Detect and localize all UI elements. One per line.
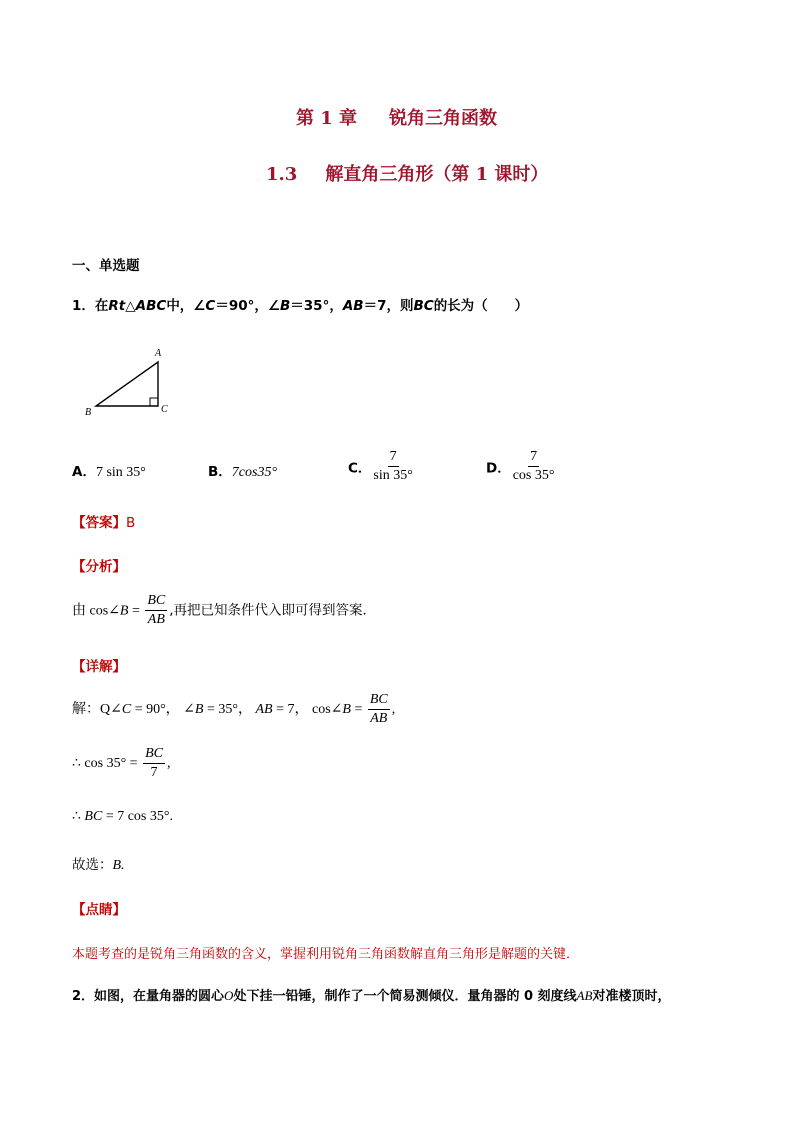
- chapter-title: [296, 104, 497, 130]
- q1-abc: ABC: [135, 298, 167, 314]
- vertex-a-label: A: [155, 348, 162, 359]
- option-d-denominator: cos 35°: [512, 467, 555, 483]
- answer-line: [72, 511, 135, 531]
- q2-ab: AB: [576, 988, 593, 1003]
- q1-triangle-symbol: △: [125, 298, 136, 314]
- detail2-fraction: [143, 747, 165, 780]
- option-a: [72, 460, 146, 481]
- q2-part-c: 对准楼顶时，: [592, 989, 671, 1004]
- detail1-b3: B: [342, 701, 351, 717]
- section-heading: 一、单选题: [72, 258, 140, 274]
- comment-tag: 【点睛】: [72, 902, 126, 918]
- analysis-text: [72, 594, 376, 627]
- detail3-tail: = 7 cos 35°.: [102, 809, 173, 824]
- option-c-label: C．: [348, 460, 372, 477]
- section-title: [266, 160, 548, 186]
- question-1-stem: [72, 294, 528, 314]
- analysis-numerator: BC: [145, 594, 167, 611]
- detail2-prefix: ∴ cos 35° =: [72, 755, 142, 771]
- detail1-b2: = 35°，: [203, 701, 256, 717]
- analysis-tail: ,再把已知条件代入即可得到答案．: [169, 602, 377, 619]
- option-c-denominator: sin 35°: [373, 467, 413, 483]
- detail-line-3: [72, 808, 173, 825]
- section-name: 解直角三角形（第 1 课时）: [325, 164, 549, 185]
- option-c-fraction: [373, 450, 412, 483]
- analysis-tag: 【分析】: [72, 559, 126, 575]
- detail1-numerator: BC: [368, 693, 390, 710]
- choose-value: B.: [112, 858, 125, 873]
- option-b-label: B．: [208, 464, 232, 480]
- detail1-eq: =: [350, 701, 366, 717]
- triangle-figure: [80, 340, 190, 420]
- detail1-c: C: [121, 701, 132, 717]
- option-d: [486, 450, 556, 483]
- detail2-numerator: BC: [143, 747, 165, 764]
- analysis-b: B: [119, 603, 129, 619]
- detail2-tail: ,: [166, 755, 171, 771]
- answer-value: B: [126, 515, 136, 531]
- q1-ab: AB: [342, 298, 364, 314]
- triangle-shape: [96, 362, 158, 406]
- detail1-tail: ,: [391, 701, 396, 717]
- detail1-ab: AB: [255, 701, 273, 717]
- section-number: 1.3: [266, 164, 298, 185]
- q1-ab-val: ＝7，则: [363, 298, 414, 314]
- detail3-bc: BC: [84, 809, 103, 824]
- q1-mid: 中，∠: [166, 298, 206, 314]
- q1-b: B: [279, 298, 291, 314]
- detail1-denominator: AB: [370, 710, 388, 726]
- q1-prefix: 1．在: [72, 298, 109, 314]
- detail-line-1: [72, 693, 395, 726]
- detail1-prefix: 解：Q∠: [72, 701, 122, 717]
- analysis-prefix: 由 cos∠: [72, 603, 120, 619]
- detail1-a: = 90°， ∠: [131, 701, 195, 717]
- detail-tag: 【详解】: [72, 659, 126, 675]
- analysis-eq: =: [128, 603, 144, 619]
- chapter-name: 锐角三角函数: [389, 108, 498, 129]
- right-angle-mark: [150, 398, 158, 406]
- chapter-number: 第 1 章: [296, 108, 358, 129]
- choose-prefix: 故选：: [72, 857, 113, 873]
- option-c-numerator: 7: [388, 450, 399, 467]
- option-a-label: A．: [72, 464, 96, 480]
- vertex-b-label: B: [85, 407, 92, 418]
- question-2-stem: [72, 985, 670, 1004]
- detail1-fraction: [368, 693, 390, 726]
- q2-o: O: [224, 988, 234, 1003]
- vertex-c-label: C: [161, 404, 168, 415]
- detail3-prefix: ∴: [72, 809, 85, 824]
- option-a-value: 7 sin 35°: [95, 465, 146, 480]
- detail1-b: B: [194, 701, 204, 717]
- option-b: [208, 460, 277, 481]
- analysis-fraction: [145, 594, 167, 627]
- q2-part-a: 2．如图，在量角器的圆心: [72, 989, 225, 1004]
- detail2-denominator: 7: [150, 764, 158, 780]
- choose-line: [72, 853, 125, 874]
- q1-tail: 的长为（ ）: [433, 298, 529, 314]
- option-c: [348, 450, 415, 483]
- option-d-numerator: 7: [528, 450, 539, 467]
- q1-c-val: ＝90°，∠: [215, 298, 280, 314]
- comment-text: 本题考查的是锐角三角函数的含义，掌握利用锐角三角函数解直角三角形是解题的关键．: [72, 947, 580, 962]
- option-d-label: D．: [486, 460, 511, 477]
- q1-b-val: ＝35°，: [290, 298, 343, 314]
- option-b-value: 7cos35°: [231, 465, 278, 480]
- q1-c: C: [205, 298, 216, 314]
- detail-line-2: [72, 747, 170, 780]
- q1-rt: Rt: [108, 298, 126, 314]
- q1-bc: BC: [413, 298, 434, 314]
- q2-part-b: 处下挂一铅锤，制作了一个简易测倾仪．量角器的 0 刻度线: [233, 989, 577, 1004]
- analysis-denominator: AB: [147, 611, 165, 627]
- option-d-fraction: [513, 450, 555, 483]
- answer-tag: 【答案】: [72, 515, 126, 531]
- detail1-ab2: = 7， cos∠: [272, 701, 343, 717]
